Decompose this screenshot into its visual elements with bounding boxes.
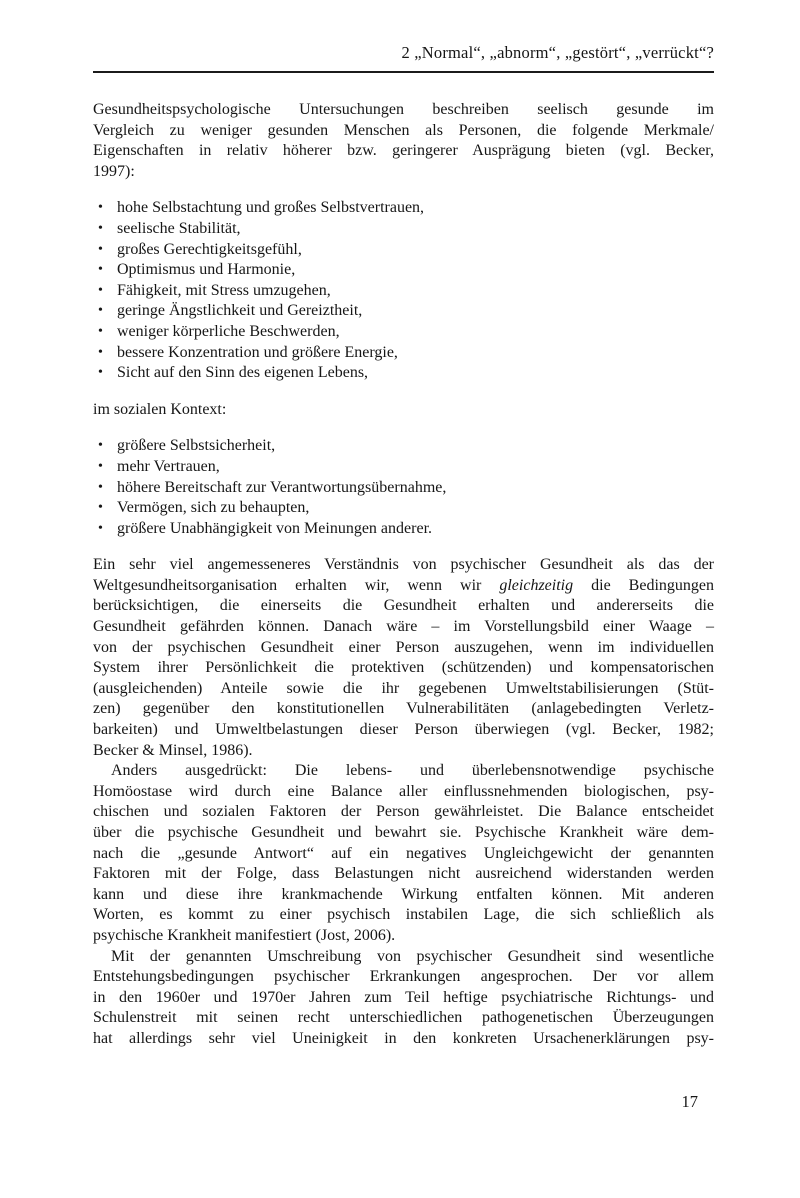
content — [93, 100, 714, 1050]
text-line: Vergleich zu weniger gesunden Menschen als Personen, die folgende Merkmale/ — [93, 121, 714, 139]
list-item-text: weniger körperliche Beschwerden, — [117, 322, 340, 340]
text-line: Eigenschaften in relativ höherer bzw. geringerer Ausprägung bieten (vgl. Becker, — [93, 142, 714, 160]
bullet-icon: • — [98, 479, 103, 495]
text-line: Worten, es kommt zu einer psychisch instabilen Lage, die sich schließlich als — [93, 906, 714, 924]
text-line: zen) gegenüber den konstitutionellen Vulnerabilitäten (anlagebedingten Verletz- — [93, 700, 714, 718]
list-item-text: Vermögen, sich zu behaupten, — [117, 499, 310, 517]
list-item-text: größere Selbstsicherheit, — [117, 437, 276, 455]
bullet-icon: • — [98, 323, 103, 339]
text-line: in den 1960er und 1970er Jahren zum Teil heftige psychiatrische Richtungs- und — [93, 988, 714, 1006]
bullet-icon: • — [98, 241, 103, 257]
list-item-text: hohe Selbstachtung und großes Selbstvertrauen, — [117, 199, 425, 217]
list-item — [93, 281, 714, 302]
list-item — [93, 436, 714, 457]
text-line: Entstehungsbedingungen psychischer Erkrankungen angesprochen. Der vor allem — [93, 968, 714, 986]
bullet-icon: • — [98, 438, 103, 454]
text-line: im sozialen Kontext: — [93, 400, 227, 418]
text-line: Schulenstreit mit seinen recht unterschiedlichen pathogenetischen Überzeugungen — [93, 1009, 714, 1027]
list-item-text: größere Unabhängigkeit von Meinungen anderer. — [117, 519, 433, 537]
list-item-text: geringe Ängstlichkeit und Gereiztheit, — [117, 302, 363, 320]
bullet-icon: • — [98, 344, 103, 360]
list-item — [93, 301, 714, 322]
text-line: 1997): — [93, 162, 135, 180]
list-item-text: Optimismus und Harmonie, — [117, 261, 296, 279]
list-item-text: mehr Vertrauen, — [117, 457, 220, 475]
list-item — [93, 219, 714, 240]
text-line: Faktoren mit der Folge, dass Belastungen nicht ausreichend widerstanden werden — [93, 865, 714, 883]
text-line: System ihrer Persönlichkeit die protektiven (schützenden) und kompensatorischen — [93, 659, 714, 677]
text-line: psychische Krankheit manifestiert (Jost, 2006). — [93, 926, 396, 944]
text-line: Becker & Minsel, 1986). — [93, 741, 253, 759]
paragraph — [93, 947, 714, 1050]
bullet-icon: • — [98, 220, 103, 236]
bullet-icon: • — [98, 365, 103, 381]
text-line: Weltgesundheitsorganisation erhalten wir, wenn wir gleichzeitig die Bedingungen — [93, 576, 714, 594]
text-line: Mit der genannten Umschreibung von psychischer Gesundheit sind wesentliche — [111, 947, 714, 965]
header-rule — [93, 71, 714, 73]
bullet-list — [93, 436, 714, 539]
list-item — [93, 260, 714, 281]
list-item — [93, 478, 714, 499]
text-line: Homöostase wird durch eine Balance aller einflussnehmenden biologischen, psy- — [93, 782, 714, 800]
paragraph — [93, 555, 714, 761]
list-item-text: bessere Konzentration und größere Energie, — [117, 343, 398, 361]
list-item — [93, 322, 714, 343]
list-item — [93, 343, 714, 364]
text-line: von der psychischen Gesundheit einer Person auszugehen, wenn im individuellen — [93, 638, 714, 656]
text-line: kann und diese ihre krankmachende Wirkung entfalten können. Mit anderen — [93, 885, 714, 903]
text-line: hat allerdings sehr viel Uneinigkeit in den konkreten Ursachenerklärungen psy- — [93, 1029, 714, 1047]
text-line: Anders ausgedrückt: Die lebens- und überlebensnotwendige psychische — [111, 762, 714, 780]
running-header: 2 „Normal“, „abnorm“, „gestört“, „verrückt“? — [401, 43, 714, 62]
list-item-text: seelische Stabilität, — [117, 219, 241, 237]
text-line: barkeiten) und Umweltbelastungen dieser Person überwiegen (vgl. Becker, 1982; — [93, 721, 714, 739]
bullet-list — [93, 198, 714, 383]
list-item — [93, 240, 714, 261]
text-line: berücksichtigen, die einerseits die Gesundheit erhalten und andererseits die — [93, 597, 714, 615]
bullet-icon: • — [98, 200, 103, 216]
bullet-icon: • — [98, 458, 103, 474]
text-line: nach die „gesunde Antwort“ auf ein negatives Ungleichgewicht der genannten — [93, 844, 714, 862]
list-item — [93, 498, 714, 519]
paragraph — [93, 100, 714, 182]
bullet-icon: • — [98, 262, 103, 278]
text-line: chischen und sozialen Faktoren der Person gewährleistet. Die Balance entscheidet — [93, 803, 714, 821]
list-item — [93, 457, 714, 478]
text-line: über die psychische Gesundheit und bewahrt sie. Psychische Krankheit wäre dem- — [93, 824, 714, 841]
paragraph — [93, 761, 714, 946]
list-item — [93, 363, 714, 384]
bullet-icon: • — [98, 303, 103, 319]
text-line: Gesundheit gefährden können. Danach wäre – im Vorstellungsbild einer Waage – — [93, 618, 714, 636]
list-item-text: großes Gerechtigkeitsgefühl, — [117, 240, 302, 258]
page-number: 17 — [681, 1092, 698, 1111]
bullet-icon: • — [98, 520, 103, 536]
list-item — [93, 198, 714, 219]
list-item-text: Sicht auf den Sinn des eigenen Lebens, — [117, 364, 369, 382]
text-line: (ausgleichenden) Anteile sowie die ihr gegebenen Umweltstabilisierungen (Stüt- — [93, 679, 714, 697]
paragraph — [93, 400, 714, 421]
text-line: Ein sehr viel angemesseneres Verständnis von psychischer Gesundheit als das der — [93, 556, 714, 574]
list-item — [93, 519, 714, 540]
bullet-icon: • — [98, 500, 103, 516]
bullet-icon: • — [98, 282, 103, 298]
list-item-text: höhere Bereitschaft zur Verantwortungsübernahme, — [117, 478, 447, 496]
list-item-text: Fähigkeit, mit Stress umzugehen, — [117, 281, 331, 299]
text-line: Gesundheitspsychologische Untersuchungen beschreiben seelisch gesunde im — [93, 101, 714, 118]
